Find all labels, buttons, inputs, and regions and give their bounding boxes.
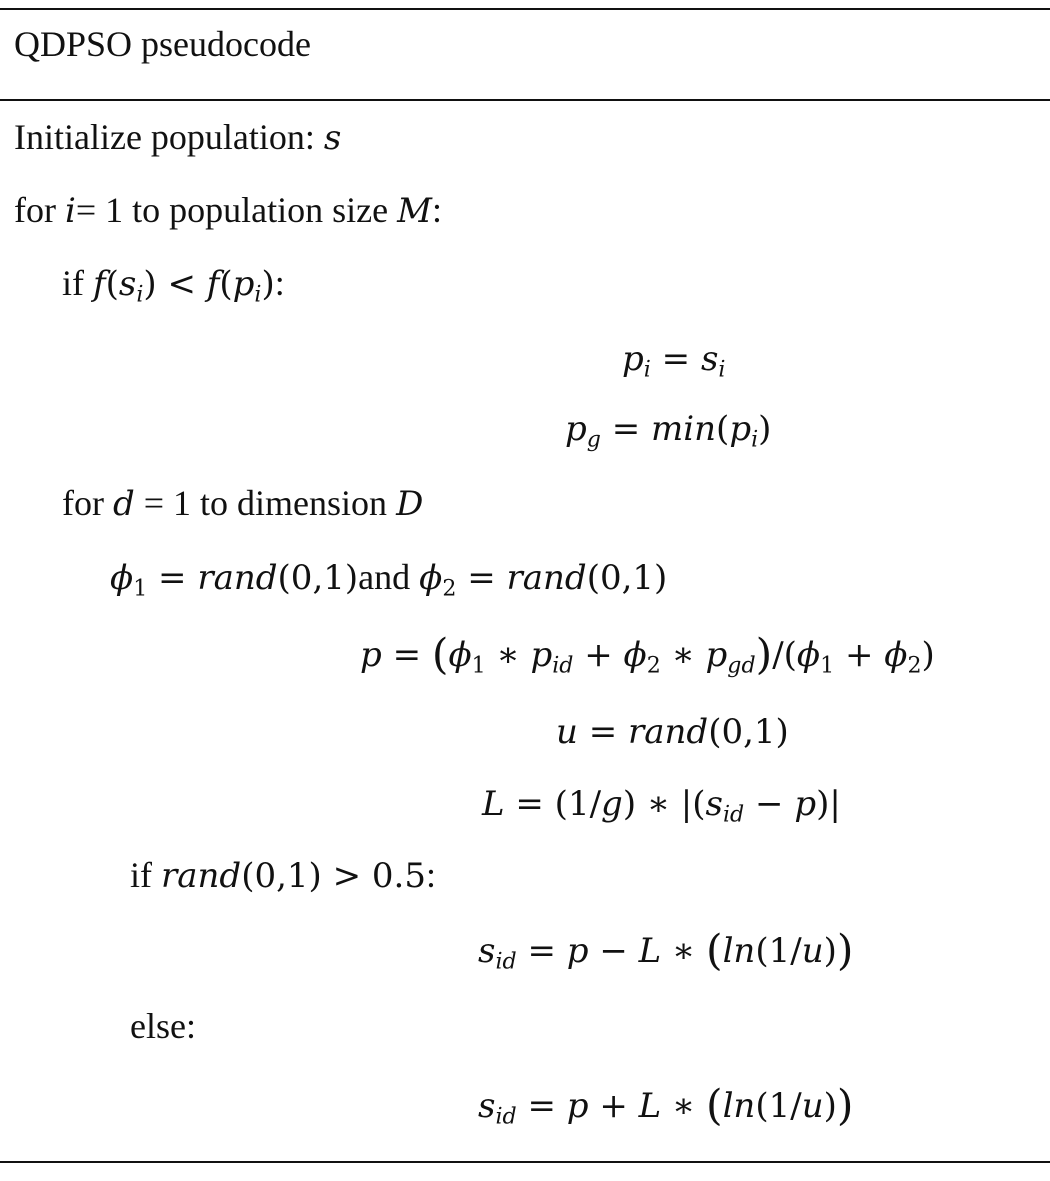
- if2-condition: rand(0,1) > 0.5: [161, 856, 426, 896]
- eq-sid-minus: [478, 928, 853, 974]
- eq-p: [360, 632, 935, 678]
- init-var: s: [323, 118, 342, 158]
- if1-text: if: [62, 263, 93, 303]
- line-initialize: [14, 115, 341, 160]
- phi-and: and: [358, 557, 420, 597]
- for-i-M: M: [397, 191, 432, 231]
- if1-colon: :: [274, 263, 285, 303]
- for-d-mid: = 1 to dimension: [134, 483, 397, 523]
- for-i-mid: = 1 to population size: [75, 190, 398, 230]
- line-for-d: [62, 481, 423, 526]
- line-for-i: [14, 188, 442, 233]
- eq-pi-si: [622, 336, 725, 381]
- eq-u: [556, 709, 789, 754]
- eq-pi-si-expr: $p_i = s_i$: [622, 339, 726, 383]
- for-d-text: for: [62, 483, 113, 523]
- eq-sid-minus-expr: $s_{id} = p - L$ ∗ (ln(1/u)): [478, 926, 854, 976]
- table-top-rule: [0, 8, 1050, 10]
- eq-pg-min-expr: $p_g = \min(p_i)$: [565, 409, 772, 453]
- line-if-fitness: [62, 261, 285, 306]
- eq-L: [482, 781, 841, 826]
- table-header-rule: [0, 99, 1050, 101]
- else-text: else:: [130, 1006, 196, 1046]
- table-bottom-rule: [0, 1161, 1050, 1163]
- for-d-var: d: [112, 484, 135, 524]
- phi1-expr: $\phi_1$ = rand(0,1): [110, 558, 359, 602]
- for-i-var: i: [64, 191, 76, 231]
- line-if-rand: [130, 853, 436, 898]
- eq-pg-min: [565, 406, 771, 451]
- phi2-expr: $\phi_2$ = rand(0,1): [419, 558, 668, 602]
- line-else: [130, 1004, 196, 1048]
- line-phi: [110, 555, 667, 600]
- eq-sid-plus-expr: $s_{id} = p + L$ ∗ (ln(1/u)): [478, 1081, 854, 1131]
- for-i-text: for: [14, 190, 65, 230]
- if2-text: if: [130, 855, 161, 895]
- eq-u-expr: u = rand(0,1): [556, 712, 789, 752]
- if1-condition: $f(s_i) < f(p_i)$: [93, 264, 275, 308]
- for-d-D: D: [396, 484, 424, 524]
- if2-colon: :: [425, 855, 436, 895]
- pseudocode-title: QDPSO pseudocode: [14, 24, 311, 64]
- eq-sid-plus: [478, 1083, 853, 1129]
- eq-L-expr: L = (1/g) ∗ $|(s_{id} - p)|$: [482, 784, 841, 828]
- for-i-colon: :: [431, 190, 442, 230]
- eq-p-expr: $p = (\phi_1$ ∗ $p_{id} + \phi_2$ ∗ $p_{gd})/(\phi_1 + \phi_2)$: [360, 630, 935, 680]
- init-text: Initialize population:: [14, 117, 324, 157]
